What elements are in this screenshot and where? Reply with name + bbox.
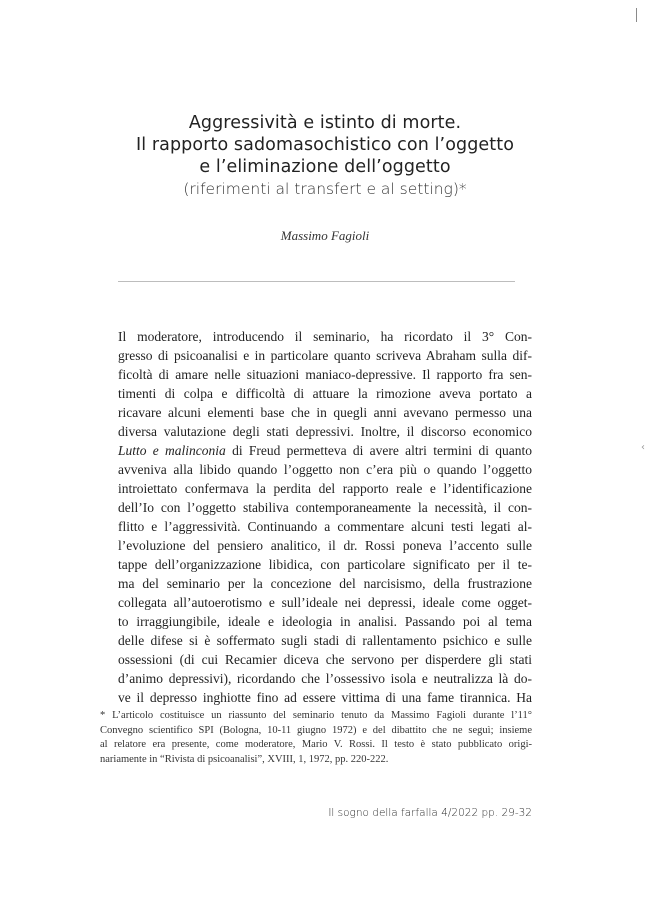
title-divider xyxy=(118,281,515,282)
article-title xyxy=(0,112,650,200)
body-line: ficoltà di amare nelle situazioni maniaco-depressive. Il rapporto fra sen- xyxy=(118,367,532,382)
article-subtitle: (riferimenti al transfert e al setting)* xyxy=(183,180,467,198)
body-line: Il moderatore, introducendo il seminario, ha ricordato il 3° Con- xyxy=(118,329,532,344)
body-line: delle difese si è soffermato sugli stadi di rallentamento psichico e sulle xyxy=(118,633,532,648)
body-line: diversa valutazione degli stati depressivi. Inoltre, il discorso economico xyxy=(118,424,532,439)
body-line: d’animo depressivi), ricordando che l’ossessivo isola e neutralizza là do- xyxy=(118,671,532,686)
body-line: flitto e l’aggressività. Continuando a commentare alcuni testi legati al- xyxy=(118,519,532,534)
body-line: timenti di colpa e difficoltà di attuare la rimozione aveva portato a xyxy=(118,386,532,401)
journal-reference: Il sogno della farfalla 4/2022 pp. 29-32 xyxy=(328,807,532,819)
author-name: Massimo Fagioli xyxy=(280,228,370,243)
body-line: to irraggiungibile, ideale e ideologia in analisi. Passando poi al tema xyxy=(118,614,532,629)
body-line: l’evoluzione del pensiero analitico, il dr. Rossi poneva l’accento sulle xyxy=(118,538,532,553)
body-line: gresso di psicoanalisi e in particolare quanto scriveva Abraham sulla dif- xyxy=(118,348,532,363)
edge-mark: ‹ xyxy=(641,442,645,453)
body-line: collegata all’autoerotismo e sull’ideale nei depressi, ideale come ogget- xyxy=(118,595,532,610)
title-line-3: e l’eliminazione dell’oggetto xyxy=(199,157,451,177)
book-title: Lutto e malinconia xyxy=(118,443,226,458)
body-line: tappe dell’organizzazione libidica, con particolare significato per il te- xyxy=(118,557,532,572)
footnote-line: Convegno scientifico SPI (Bologna, 10-11 giugno 1972) e del dibattito che ne seguì; insieme xyxy=(100,724,532,736)
body-line: avveniva alla libido quando l’oggetto non c’era più o quando l’oggetto xyxy=(118,462,532,477)
title-line-1: Aggressività e istinto di morte. xyxy=(188,113,462,133)
footnote-line: nariamente in “Rivista di psicoanalisi”, XVIII, 1, 1972, pp. 220-222. xyxy=(100,753,389,765)
title-line-2: Il rapporto sadomasochistico con l’oggetto xyxy=(135,135,515,155)
crop-mark xyxy=(636,8,637,22)
footnote-line: al relatore era presente, come moderatore, Mario V. Rossi. Il testo è stato pubblicato origi- xyxy=(100,739,532,750)
body-line: ossessioni (di cui Recamier diceva che servono per disperdere gli stati xyxy=(118,652,532,667)
body-line: ricavare alcuni elementi base che in quegli anni avevano permesso una xyxy=(118,405,532,420)
body-line: ve il depresso inghiotte fino ad essere vittima di una fame tirannica. Ha xyxy=(118,690,532,705)
footnote xyxy=(100,709,532,767)
body-line: introiettato confermava la perdita del rapporto reale e l’identificazione xyxy=(118,481,532,496)
footnote-line: * L’articolo costituisce un riassunto del seminario tenuto da Massimo Fagioli durante l’11° xyxy=(100,710,532,721)
body-line: dell’Io con l’oggetto stabiliva contemporaneamente la necessità, il con- xyxy=(118,500,532,515)
article-body xyxy=(118,327,532,707)
body-line: ma del seminario per la concezione del narcisismo, della frustrazione xyxy=(118,576,532,591)
body-line-rest: di Freud permetteva di avere altri termini di quanto xyxy=(225,443,532,458)
body-line-italic-title xyxy=(118,441,532,460)
